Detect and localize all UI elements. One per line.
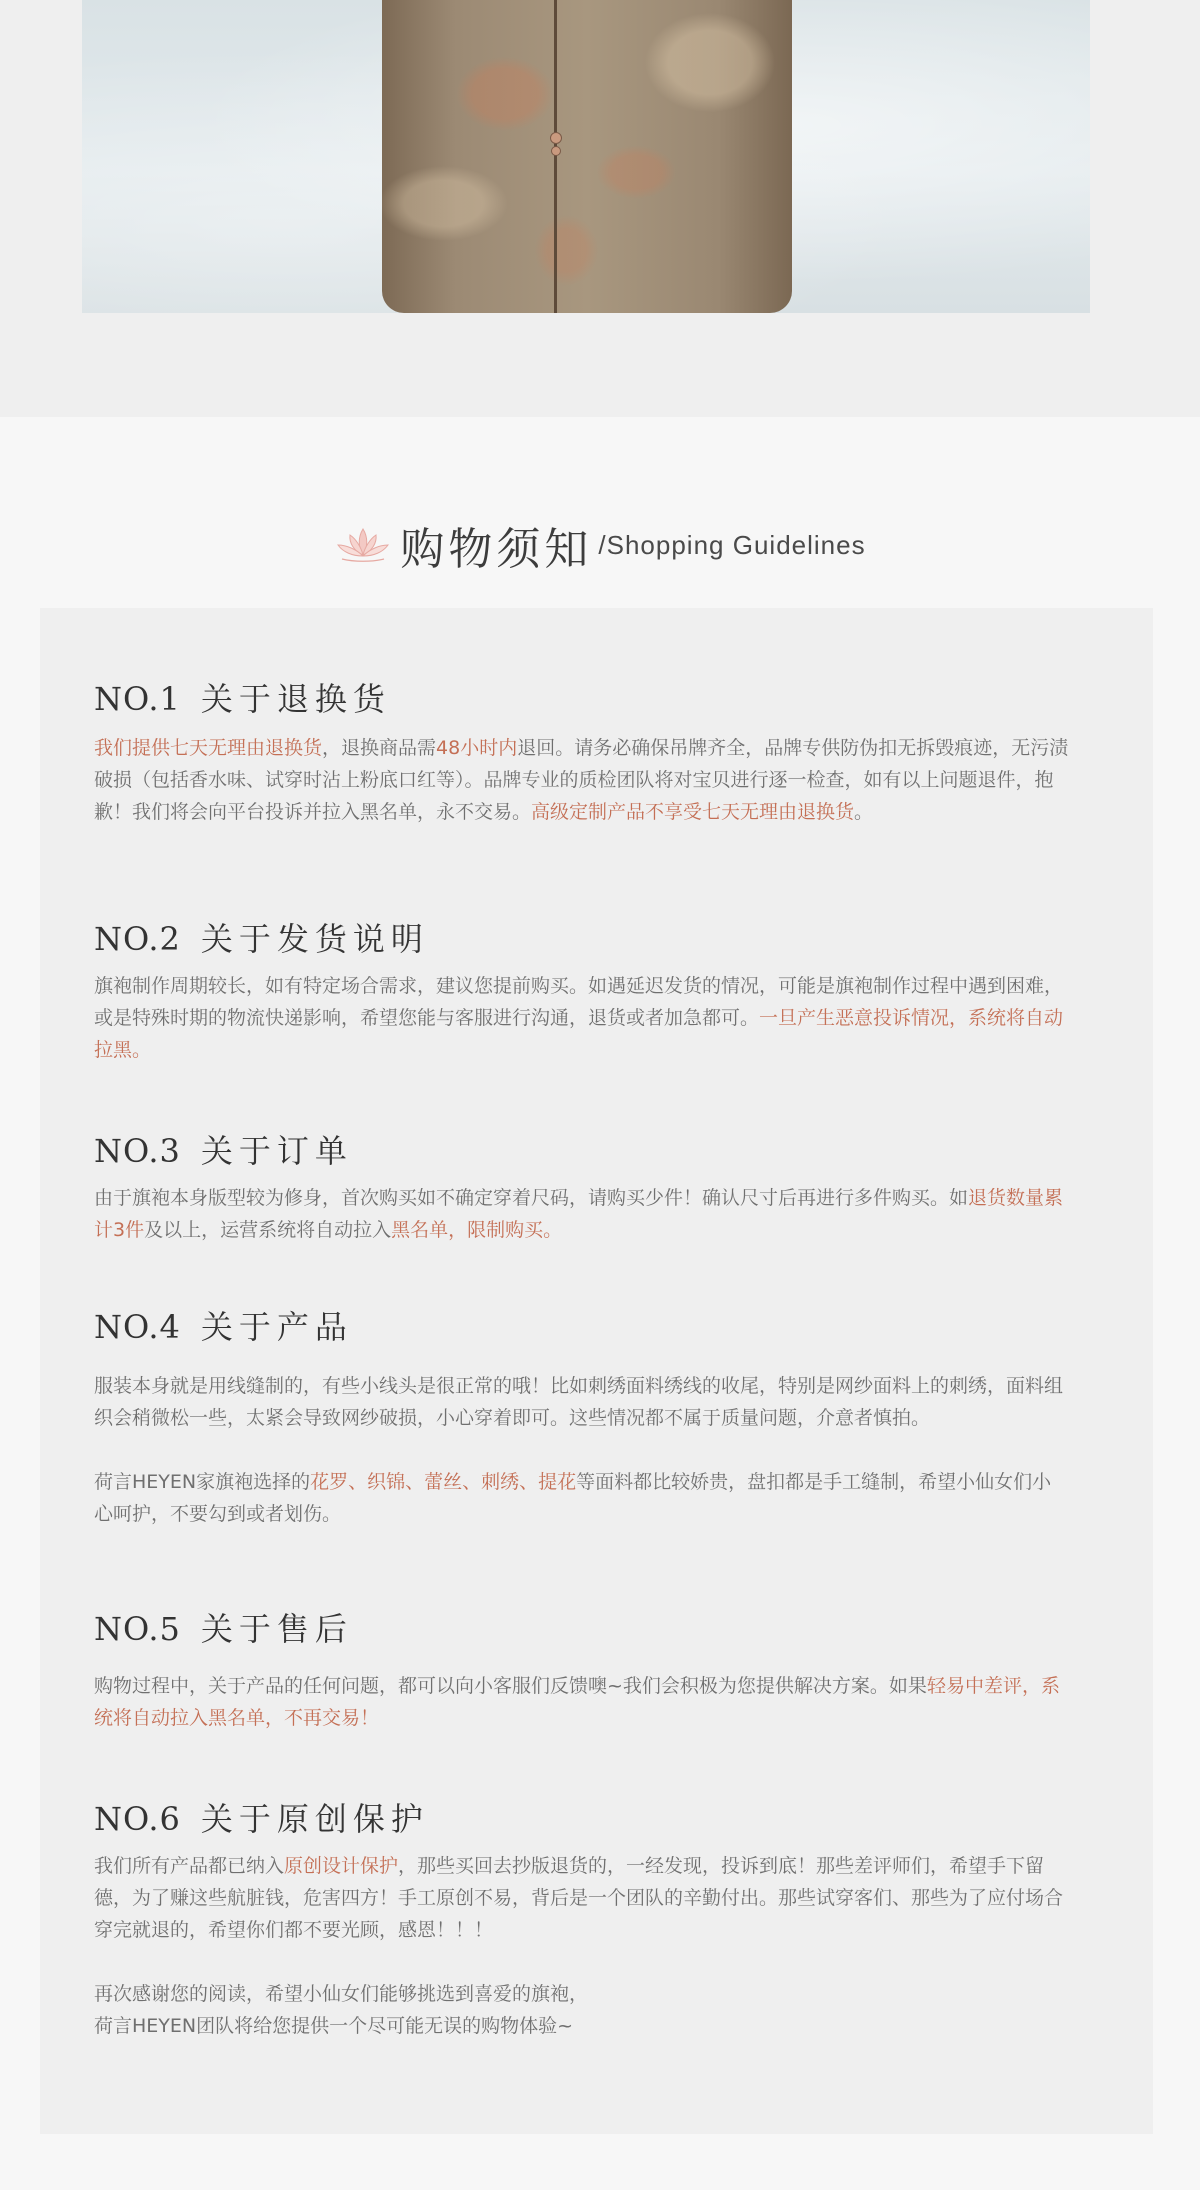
highlight-text: 黑名单，限制购买。	[391, 1219, 563, 1241]
section-title	[94, 1126, 1084, 1170]
dress-seam	[554, 0, 557, 313]
highlight-text: 轻易中差评，系统将自动拉入黑名单，不再交易！	[94, 1675, 1060, 1729]
heading-english: /Shopping Guidelines	[598, 529, 866, 560]
highlight-text: 我们提供七天无理由退换货	[94, 737, 323, 759]
body-text: 荷言HEYEN家旗袍选择的	[94, 1471, 311, 1493]
section-number: NO.4	[94, 1308, 181, 1346]
highlight-text: 高级定制产品不享受七天无理由退换货	[531, 801, 855, 823]
section-title	[94, 674, 1084, 718]
section-paragraph	[94, 1670, 1069, 1734]
section-original-protection	[94, 1794, 1084, 2042]
highlight-text: 48小时内	[436, 737, 518, 759]
highlight-text: 一旦产生恶意投诉情况，系统将自动拉黑。	[94, 1007, 1064, 1061]
body-text: ，退换商品需	[322, 737, 437, 759]
guidelines-heading	[0, 515, 1200, 575]
section-after-sales	[94, 1604, 1084, 1734]
section-number: NO.5	[94, 1610, 181, 1648]
section-product	[94, 1302, 1084, 1530]
dress-button	[550, 132, 562, 144]
section-number: NO.1	[94, 680, 181, 718]
highlight-text: 退货数量累计3件	[94, 1187, 1064, 1241]
section-name: 关于订单	[200, 1132, 353, 1170]
section-number: NO.3	[94, 1132, 181, 1170]
section-number: NO.6	[94, 1800, 181, 1838]
body-text: 退回。请务必确保吊牌齐全，品牌专供防伪扣无拆毁痕迹，无污渍破损（包括香水味、试穿时沾上粉底口红等）。品牌专业的质检团队将对宝贝进行逐一检查，如有以上问题退件，抱歉！我们将会向平台投诉并拉入黑名单，永不交易。	[94, 737, 1069, 823]
section-name: 关于发货说明	[200, 920, 429, 958]
body-text: 旗袍制作周期较长，如有特定场合需求，建议您提前购买。如遇延迟发货的情况，可能是旗袍制作过程中遇到困难，或是特殊时期的物流快递影响，希望您能与客服进行沟通，退货或者加急都可。	[94, 975, 1064, 1029]
dress-button	[551, 146, 561, 156]
section-title	[94, 1604, 1084, 1648]
section-title	[94, 1794, 1084, 1838]
section-paragraph	[94, 1850, 1069, 1946]
section-name: 关于原创保护	[200, 1800, 429, 1838]
body-text: 我们所有产品都已纳入	[94, 1855, 285, 1877]
section-orders	[94, 1126, 1084, 1246]
section-returns	[94, 674, 1084, 828]
body-text: 再次感谢您的阅读，希望小仙女们能够挑选到喜爱的旗袍，	[94, 1983, 589, 2005]
section-paragraph	[94, 732, 1069, 828]
section-shipping	[94, 914, 1084, 1066]
qipao-dress-image	[382, 0, 792, 313]
section-paragraph	[94, 1182, 1069, 1246]
highlight-text: 花罗、织锦、蕾丝、刺绣、提花	[310, 1471, 577, 1493]
section-name: 关于退换货	[200, 680, 391, 718]
body-text: 服装本身就是用线缝制的，有些小线头是很正常的哦！比如刺绣面料绣线的收尾，特别是网纱面料上的刺绣，面料组织会稍微松一些，太紧会导致网纱破损，小心穿着即可。这些情况都不属于质量问题，介意者慎拍。	[94, 1375, 1064, 1429]
body-text: 购物过程中，关于产品的任何问题，都可以向小客服们反馈噢~我们会积极为您提供解决方案。如果	[94, 1675, 927, 1697]
section-name: 关于产品	[200, 1308, 353, 1346]
product-photo	[82, 0, 1090, 313]
section-number: NO.2	[94, 920, 181, 958]
section-paragraph	[94, 1466, 1069, 1530]
lotus-icon	[334, 525, 392, 565]
body-text: 及以上，运营系统将自动拉入	[144, 1219, 392, 1241]
top-band	[0, 0, 1200, 417]
section-paragraph	[94, 970, 1069, 1066]
section-paragraph	[94, 1370, 1069, 1434]
closing-line	[94, 1978, 1069, 2010]
body-text: ，那些买回去抄版退货的，一经发现，投诉到底！那些差评师们，希望手下留德，为了赚这些航脏钱，危害四方！手工原创不易，背后是一个团队的辛勤付出。那些试穿客们、那些为了应付场合穿完就退的，希望你们都不要光顾，感恩！！！	[94, 1855, 1064, 1941]
heading-chinese: 购物须知	[400, 524, 593, 575]
section-title	[94, 1302, 1084, 1346]
highlight-text: 原创设计保护	[284, 1855, 399, 1877]
section-title	[94, 914, 1084, 958]
section-name: 关于售后	[200, 1610, 353, 1648]
body-text: 由于旗袍本身版型较为修身，首次购买如不确定穿着尺码，请购买少件！确认尺寸后再进行多件购买。如	[94, 1187, 969, 1209]
body-text: 等面料都比较娇贵，盘扣都是手工缝制，希望小仙女们小心呵护，不要勾到或者划伤。	[94, 1471, 1052, 1525]
closing-line	[94, 2010, 1069, 2042]
body-text: 荷言HEYEN团队将给您提供一个尽可能无误的购物体验~	[94, 2015, 574, 2037]
body-text: 。	[854, 801, 874, 823]
